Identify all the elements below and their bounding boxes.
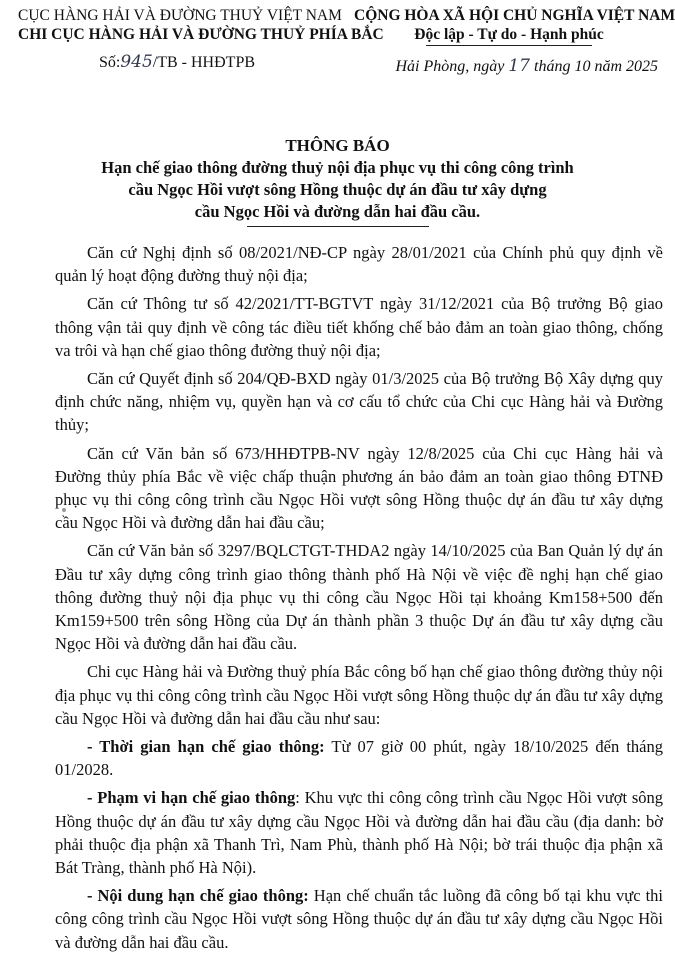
restriction-content-text: Hạn chế chuẩn tắc luồng đã công bố tại khu vực thi công công trình cầu Ngọc Hồi vượt sông Hồng thuộc dự án đầu tư xây dựng cầu Ngọc Hồi và đường dẫn hai đầu cầu. xyxy=(55,886,663,952)
national-motto: Độc lập - Tự do - Hạnh phúc xyxy=(414,26,604,43)
legal-basis-paragraph: Căn cứ Nghị định số 08/2021/NĐ-CP ngày 28/01/2021 của Chính phủ quy định về quản lý hoạt động đường thuỷ nội địa; xyxy=(55,243,663,286)
subject-line-2: cầu Ngọc Hồi vượt sông Hồng thuộc dự án đầu tư xây dựng xyxy=(128,180,547,199)
announcement-paragraph: Chi cục Hàng hải và Đường thuỷ phía Bắc công bố hạn chế giao thông đường thủy nội địa phục vụ thi công công trình cầu Ngọc Hồi vượt sông Hồng thuộc dự án đầu tư xây dựng cầu Ngọc Hồi và đường dẫn hai đầu cầu như sau: xyxy=(55,662,663,728)
date-prefix: Hải Phòng, ngày xyxy=(395,58,509,75)
document-number-suffix: /TB - HHĐTPB xyxy=(152,54,256,71)
document-type: THÔNG BÁO xyxy=(285,136,390,155)
legal-basis-paragraph: Căn cứ Thông tư số 42/2021/TT-BGTVT ngày 31/12/2021 của Bộ trưởng Bộ giao thông vận tải quy định về công tác điều tiết khống chế bảo đảm an toàn giao thông, chống va trôi và hạn chế giao thông đường thuỷ nội địa; xyxy=(55,294,663,360)
document-number xyxy=(18,53,336,72)
document-number-prefix: Số: xyxy=(98,54,121,71)
parent-agency: CỤC HÀNG HẢI VÀ ĐƯỜNG THUỶ VIỆT NAM xyxy=(18,7,342,24)
restriction-scope-item xyxy=(55,786,663,879)
subject-line-1: Hạn chế giao thông đường thuỷ nội địa phục vụ thi công công trình xyxy=(101,158,574,177)
restriction-scope-text: : Khu vực thi công công trình cầu Ngọc Hồi vượt sông Hồng thuộc dự án đầu tư xây dựng cầu Ngọc Hồi và đường dẫn hai đầu cầu (địa danh: bờ phải thuộc địa phận xã Thanh Trì, Nam Phù, thành phố Hà Nội; bờ trái thuộc địa phận xã Bát Tràng, thành phố Hà Nội). xyxy=(55,788,663,878)
document-number-handwritten: 945 xyxy=(120,52,153,72)
legal-basis-paragraph: Căn cứ Văn bản số 673/HHĐTPB-NV ngày 12/8/2025 của Chi cục Hàng hải và Đường thủy phía Bắc về việc chấp thuận phương án bảo đảm an toàn giao thông ĐTNĐ phục vụ thi công công trình cầu Ngọc Hồi vượt sông Hồng thuộc dự án đầu tư xây dựng cầu Ngọc Hồi và đường dẫn hai đầu cầu; xyxy=(55,443,663,533)
subject-underline xyxy=(247,226,429,227)
subject-line-3: cầu Ngọc Hồi và đường dẫn hai đầu cầu. xyxy=(194,202,481,221)
document-body xyxy=(55,241,663,959)
national-title: CỘNG HÒA XÃ HỘI CHỦ NGHĨA VIỆT NAM xyxy=(354,7,675,24)
document-title-block xyxy=(0,135,675,227)
date-suffix: tháng 10 năm 2025 xyxy=(530,58,658,75)
restriction-time-text: Từ 07 giờ 00 phút, ngày 18/10/2025 đến tháng 01/2028. xyxy=(55,737,663,780)
legal-basis-paragraph: Căn cứ Quyết định số 204/QĐ-BXD ngày 01/3/2025 của Bộ trưởng Bộ Xây dựng quy định chức năng, nhiệm vụ, quyền hạn và cơ cấu tổ chức của Chi cục Hàng hải và Đường thủy; xyxy=(55,369,663,435)
issuing-agency-block xyxy=(18,6,384,72)
restriction-content-label: - Nội dung hạn chế giao thông: xyxy=(87,886,309,906)
place-and-date xyxy=(354,57,664,76)
legal-basis-paragraph: Căn cứ Văn bản số 3297/BQLCTGT-THDA2 ngày 14/10/2025 của Ban Quản lý dự án Đầu tư xây dựng công trình giao thông thành phố Hà Nội về việc đề nghị hạn chế giao thông đường thuỷ nội địa phục vụ thi công cầu Ngọc Hồi tại khoảng Km158+500 đến Km159+500 trên sông Hồng của Dự án thành phần 3 thuộc Dự án đầu tư xây dựng cầu Ngọc Hồi và đường dẫn hai đầu cầu. xyxy=(55,541,663,654)
motto-underline xyxy=(426,45,592,46)
restriction-content-item xyxy=(55,884,663,954)
date-day-handwritten: 17 xyxy=(508,56,530,76)
restriction-scope-label: - Phạm vi hạn chế giao thông xyxy=(87,788,296,808)
restriction-time-item xyxy=(55,735,663,781)
national-heading-block xyxy=(354,6,675,76)
issuing-agency: CHI CỤC HÀNG HẢI VÀ ĐƯỜNG THUỶ PHÍA BẮC xyxy=(18,26,384,43)
restriction-time-label: - Thời gian hạn chế giao thông: xyxy=(87,737,325,757)
